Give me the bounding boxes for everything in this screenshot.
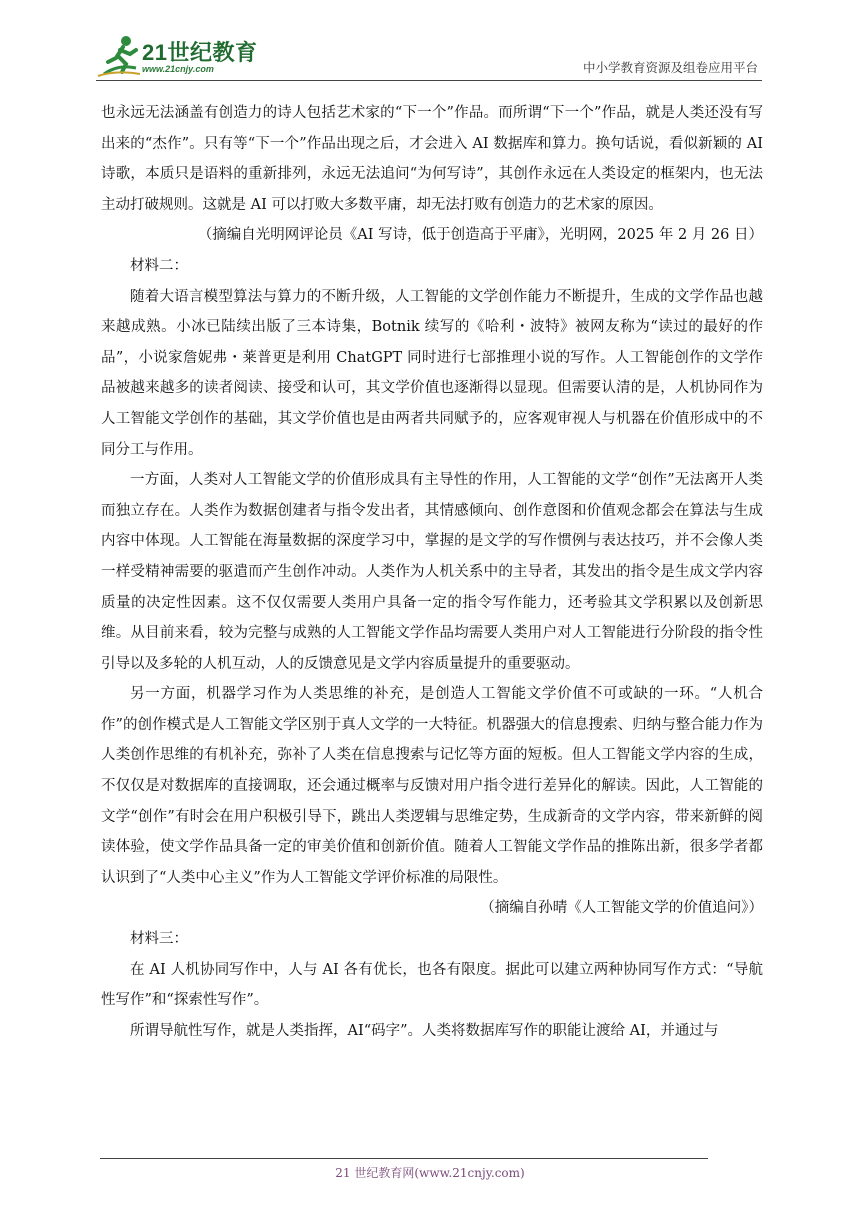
logo-text: 21世纪教育: [142, 40, 258, 65]
paragraph-5: 在 AI 人机协同写作中，人与 AI 各有优长，也各有限度。据此可以建立两种协同写作方式：“导航性写作”和“探索性写作”。: [101, 961, 763, 1009]
footer-text: 21 世纪教育网(www.21cnjy.com): [335, 1166, 525, 1180]
paragraph-6: 所谓导航性写作，就是人类指挥，AI“码字”。人类将数据库写作的职能让渡给 AI，并通过与: [130, 1022, 719, 1039]
platform-title: 中小学教育资源及组卷应用平台: [582, 60, 758, 75]
logo-url: www.21cnjy.com: [142, 64, 214, 74]
paragraph-4: 另一方面，机器学习作为人类思维的补充，是创造人工智能文学价值不可或缺的一环。“人机合作”的创作模式是人工智能文学区别于真人文学的一大特征。机器强大的信息搜索、归纳与整合能力作为人类创作思维的有机补充，弥补了人类在信息搜索与记忆等方面的短板。但人工智能文学内容的生成，不仅仅是对数据库的直接调取，还会通过概率与反馈对用户指令进行差异化的解读。因此，人工智能的文学“创作”有时会在用户积极引导下，跳出人类逻辑与思维定势，生成新奇的文学内容，带来新鲜的阅读体验，使文学作品具备一定的审美价值和创新价值。随着人工智能文学作品的推陈出新，很多学者都认识到了“人类中心主义”作为人工智能文学评价标准的局限性。: [101, 686, 763, 886]
footer-divider: [100, 1158, 708, 1159]
document-body: [101, 98, 763, 1046]
runner-logo-icon: [96, 34, 142, 78]
source-citation-1: （摘编自光明网评论员《AI 写诗，低于创造高于平庸》，光明网，2025 年 2 月 26 日）: [197, 227, 763, 244]
paragraph-1: 也永远无法涵盖有创造力的诗人包括艺术家的“下一个”作品。而所谓“下一个”作品，就是人类还没有写出来的“杰作”。只有等“下一个”作品出现之后，才会进入 AI 数据库和算力。换句话说，看似新颖的 AI 诗歌，本质只是语料的重新排列，永远无法追问“为何写诗”，其创作永远在人类设定的框架内，也无法主动打破规则。这就是 AI 可以打败大多数平庸，却无法打败有创造力的艺术家的原因。: [101, 105, 763, 213]
source-citation-2: （摘编自孙晴《人工智能文学的价值追问》）: [480, 900, 763, 917]
paragraph-3: 一方面，人类对人工智能文学的价值形成具有主导性的作用，人工智能的文学“创作”无法离开人类而独立存在。人类作为数据创建者与指令发出者，其情感倾向、创作意图和价值观念都会在算法与生成内容中体现。人工智能在海量数据的深度学习中，掌握的是文学的写作惯例与表达技巧，并不会像人类一样受精神需要的驱遣而产生创作冲动。人类作为人机关系中的主导者，其发出的指令是生成文学内容质量的决定性因素。这不仅仅需要人类用户具备一定的指令写作能力，还考验其文学积累以及创新思维。从目前来看，较为完整与成熟的人工智能文学作品均需要人类用户对人工智能进行分阶段的指令性引导以及多轮的人机互动，人的反馈意见是文学内容质量提升的重要驱动。: [101, 472, 763, 672]
logo: [96, 34, 266, 78]
material-3-label: 材料三：: [130, 931, 188, 948]
material-2-label: 材料二：: [130, 257, 188, 274]
header-divider: [96, 80, 762, 81]
paragraph-2: 随着大语言模型算法与算力的不断升级，人工智能的文学创作能力不断提升，生成的文学作品也越来越成熟。小冰已陆续出版了三本诗集，Botnik 续写的《哈利・波特》被网友称为“读过的最好的作品”，小说家詹妮弗・莱普更是利用 ChatGPT 同时进行七部推理小说的写作。人工智能创作的文学作品被越来越多的读者阅读、接受和认可，其文学价值也逐渐得以显现。但需要认清的是，人机协同作为人工智能文学创作的基础，其文学价值也是由两者共同赋予的，应客观审视人与机器在价值形成中的不同分工与作用。: [101, 288, 763, 458]
page-header: [96, 30, 762, 80]
